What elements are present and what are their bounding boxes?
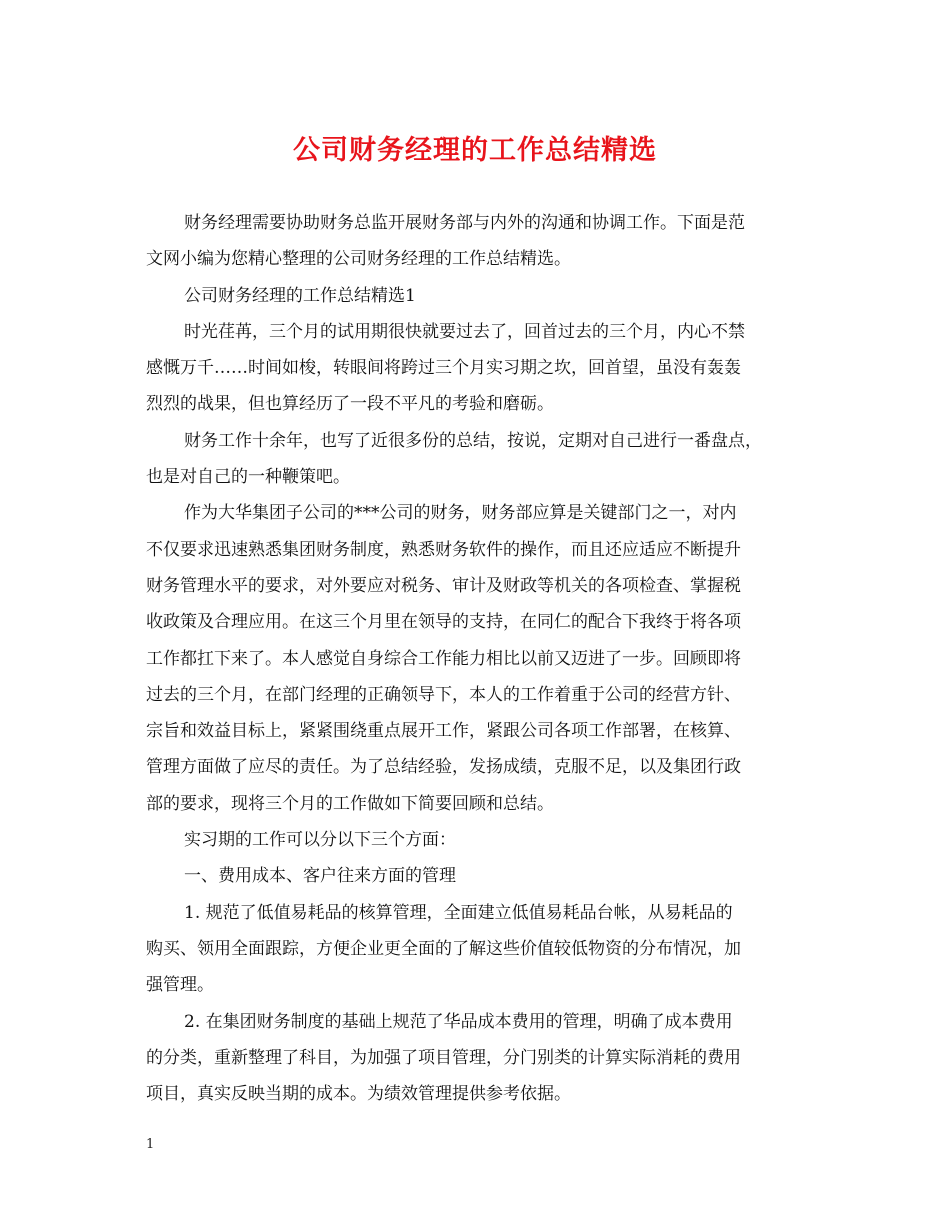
text-line: 1. 规范了低值易耗品的核算管理，全面建立低值易耗品台帐，从易耗品的 [184, 902, 733, 923]
text-line: 一、费用成本、客户往来方面的管理 [184, 866, 456, 887]
text-line: 的分类，重新整理了科目，为加强了项目管理，分门别类的计算实际消耗的费用 [146, 1047, 741, 1068]
document-title: 公司财务经理的工作总结精选 [293, 135, 657, 166]
text-line: 项目，真实反映当期的成本。为绩效管理提供参考依据。 [146, 1084, 571, 1105]
text-line: 部的要求，现将三个月的工作做如下简要回顾和总结。 [146, 793, 554, 814]
list-item [146, 895, 806, 1004]
text-line: 宗旨和效益目标上，紧紧围绕重点展开工作，紧跟公司各项工作部署，在核算、 [146, 721, 741, 742]
text-line: 作为大华集团子公司的***公司的财务，财务部应算是关键部门之一，对内 [184, 503, 737, 524]
text-line: 时光荏苒，三个月的试用期很快就要过去了，回首过去的三个月，内心不禁 [184, 321, 745, 342]
paragraph [146, 822, 806, 858]
text-line: 公司财务经理的工作总结精选1 [184, 285, 416, 306]
text-line: 财务管理水平的要求，对外要应对税务、审计及财政等机关的各项检查、掌握税 [146, 575, 741, 596]
text-line: 财务工作十余年，也写了近很多份的总结，按说，定期对自己进行一番盘点， [184, 430, 762, 451]
text-line: 收政策及合理应用。在这三个月里在领导的支持，在同仁的配合下我终于将各项 [146, 612, 741, 633]
list-item [146, 1004, 806, 1113]
paragraph [146, 495, 806, 822]
document-body [146, 205, 806, 1112]
paragraph [146, 423, 806, 496]
text-line: 也是对自己的一种鞭策吧。 [146, 467, 350, 488]
page-number: 1 [146, 1137, 155, 1152]
text-line: 不仅要求迅速熟悉集团财务制度，熟悉财务软件的操作，而且还应适应不断提升 [146, 539, 741, 560]
text-line: 工作都扛下来了。本人感觉自身综合工作能力相比以前又迈进了一步。回顾即将 [146, 648, 741, 669]
section-heading [146, 278, 806, 314]
text-line: 管理方面做了应尽的责任。为了总结经验，发扬成绩，克服不足，以及集团行政 [146, 757, 741, 778]
section-heading [146, 858, 806, 894]
text-line: 烈烈的战果，但也算经历了一段不平凡的考验和磨砺。 [146, 394, 554, 415]
text-line: 实习期的工作可以分以下三个方面： [184, 830, 456, 851]
text-line: 感慨万千……时间如梭，转眼间将跨过三个月实习期之坎，回首望，虽没有轰轰 [146, 358, 741, 379]
text-line: 过去的三个月，在部门经理的正确领导下，本人的工作着重于公司的经营方针、 [146, 684, 741, 705]
text-line: 财务经理需要协助财务总监开展财务部与内外的沟通和协调工作。下面是范 [184, 213, 745, 233]
text-line: 2. 在集团财务制度的基础上规范了华品成本费用的管理，明确了成本费用 [184, 1011, 733, 1032]
paragraph [146, 205, 806, 278]
text-line: 文网小编为您精心整理的公司财务经理的工作总结精选。 [146, 249, 571, 270]
text-line: 购买、领用全面跟踪，方便企业更全面的了解这些价值较低物资的分布情况，加 [146, 938, 741, 959]
text-line: 强管理。 [146, 975, 214, 996]
paragraph [146, 314, 806, 423]
